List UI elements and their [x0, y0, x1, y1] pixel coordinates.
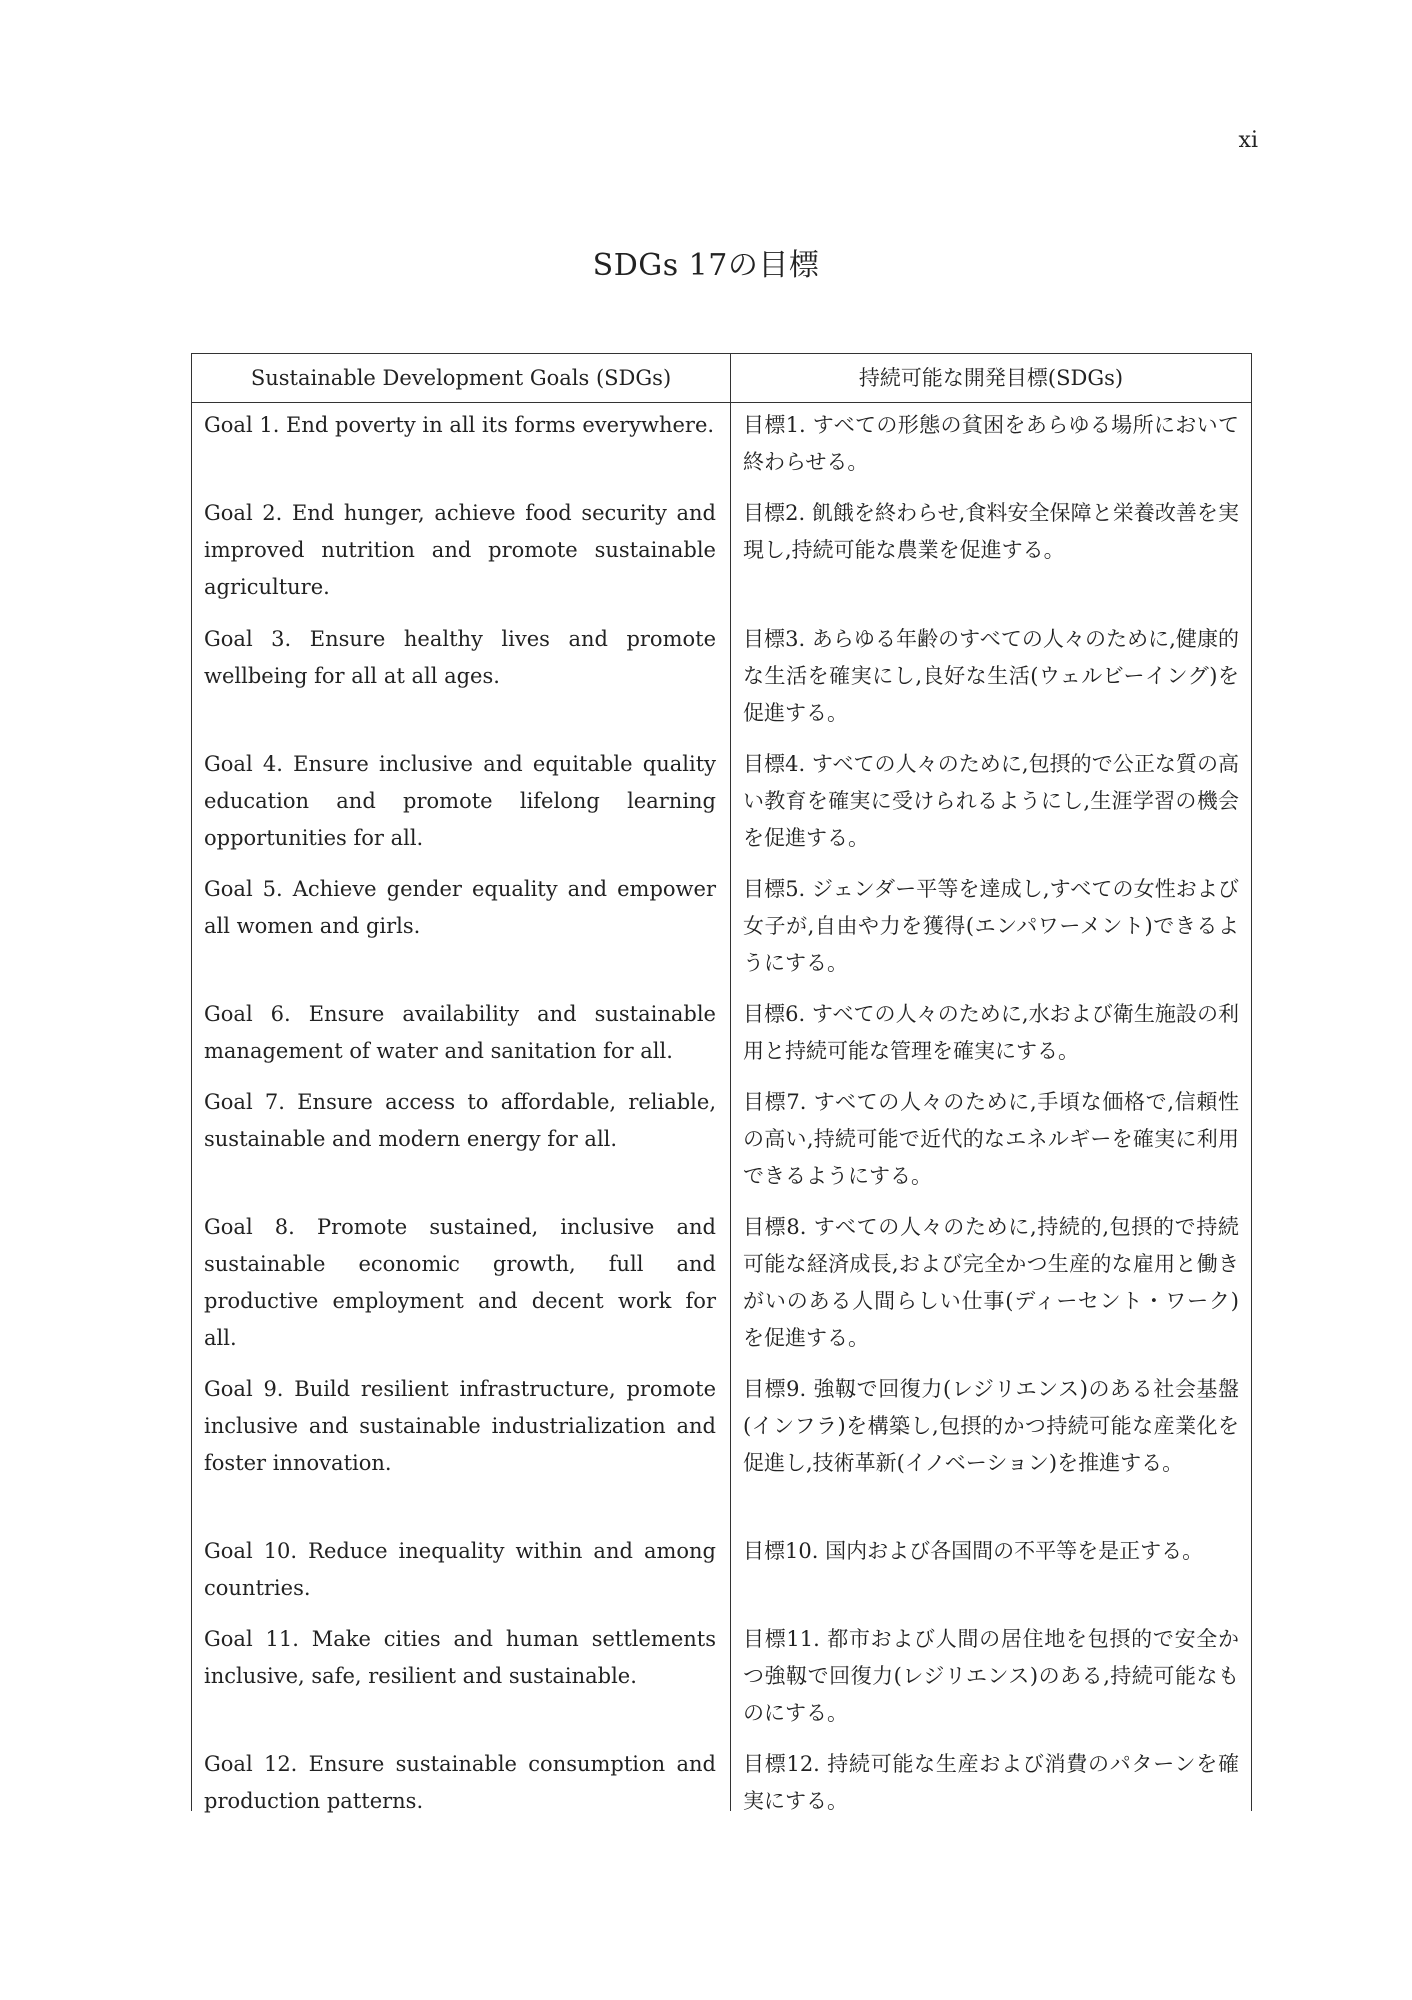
column-divider: [730, 354, 731, 1811]
header-japanese: 持続可能な開発目標(SDGs): [858, 366, 1124, 390]
header-english: Sustainable Development Goals (SDGs): [250, 366, 672, 390]
goal-english: Goal 8. Promote sustained, inclusive and sustainable economic growth, full and productive employment and decent work for all.: [204, 1215, 716, 1350]
goal-japanese: 目標5. ジェンダー平等を達成し,すべての女性および女子が,自由や力を獲得(エンパワーメント)できるようにする。: [743, 877, 1239, 975]
goal-english: Goal 2. End hunger, achieve food security and improved nutrition and promote sustainable agriculture.: [204, 501, 716, 599]
goal-japanese: 目標8. すべての人々のために,持続的,包摂的で持続可能な経済成長,および完全かつ生産的な雇用と働きがいのある人間らしい仕事(ディーセント・ワーク)を促進する。: [743, 1215, 1239, 1350]
header-divider: [192, 402, 1251, 403]
goal-english: Goal 4. Ensure inclusive and equitable quality education and promote lifelong learning opportunities for all.: [204, 752, 716, 850]
goal-japanese: 目標2. 飢餓を終わらせ,食料安全保障と栄養改善を実現し,持続可能な農業を促進する。: [743, 501, 1239, 562]
goal-english: Goal 7. Ensure access to affordable, reliable, sustainable and modern energy for all.: [204, 1090, 716, 1151]
goal-japanese: 目標1. すべての形態の貧困をあらゆる場所において終わらせる。: [743, 413, 1239, 474]
goal-english: Goal 1. End poverty in all its forms everywhere.: [204, 413, 715, 437]
goal-japanese: 目標9. 強靱で回復力(レジリエンス)のある社会基盤(インフラ)を構築し,包摂的かつ持続可能な産業化を促進し,技術革新(イノベーション)を推進する。: [743, 1377, 1239, 1475]
goal-japanese: 目標10. 国内および各国間の不平等を是正する。: [743, 1539, 1204, 1563]
goal-english: Goal 10. Reduce inequality within and among countries.: [204, 1539, 716, 1600]
sdg-table: [191, 353, 1252, 1811]
goal-english: Goal 12. Ensure sustainable consumption and production patterns.: [204, 1752, 716, 1813]
goal-japanese: 目標11. 都市および人間の居住地を包摂的で安全かつ強靱で回復力(レジリエンス)のある,持続可能なものにする。: [743, 1627, 1239, 1725]
goal-japanese: 目標4. すべての人々のために,包摂的で公正な質の高い教育を確実に受けられるようにし,生涯学習の機会を促進する。: [743, 752, 1239, 850]
goal-english: Goal 9. Build resilient infrastructure, promote inclusive and sustainable industrialization and foster innovation.: [204, 1377, 716, 1475]
goal-japanese: 目標6. すべての人々のために,水および衛生施設の利用と持続可能な管理を確実にする。: [743, 1002, 1239, 1063]
goal-japanese: 目標7. すべての人々のために,手頃な価格で,信頼性の高い,持続可能で近代的なエネルギーを確実に利用できるようにする。: [743, 1090, 1239, 1188]
goal-english: Goal 3. Ensure healthy lives and promote wellbeing for all at all ages.: [204, 627, 716, 688]
page-number: xi: [1238, 128, 1258, 153]
goal-japanese: 目標3. あらゆる年齢のすべての人々のために,健康的な生活を確実にし,良好な生活(ウェルビーイング)を促進する。: [743, 627, 1239, 725]
goal-japanese: 目標12. 持続可能な生産および消費のパターンを確実にする。: [743, 1752, 1239, 1813]
goal-english: Goal 6. Ensure availability and sustainable management of water and sanitation for all.: [204, 1002, 716, 1063]
page-title: SDGs 17の目標: [592, 248, 820, 283]
goal-english: Goal 11. Make cities and human settlements inclusive, safe, resilient and sustainable.: [204, 1627, 716, 1688]
goal-english: Goal 5. Achieve gender equality and empower all women and girls.: [204, 877, 716, 938]
